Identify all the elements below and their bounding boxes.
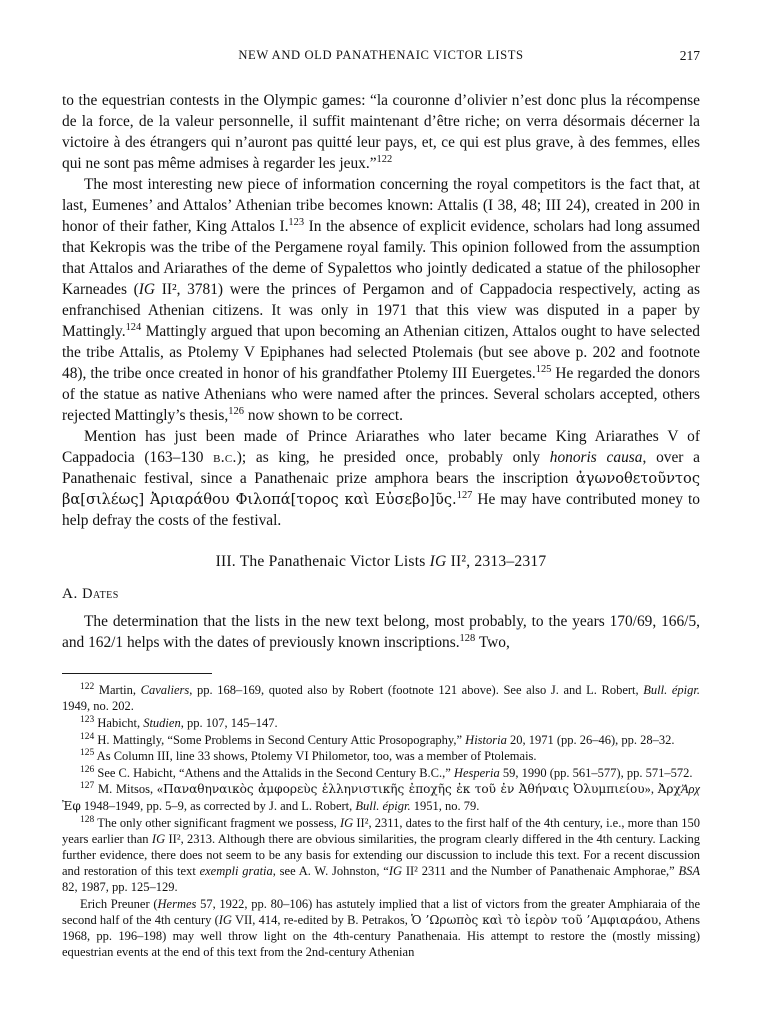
footnote-125: $^{125}$ As Column III, line 33 shows, Ptolemy VI Philometor, too, was a member of Ptolemais. <box>80 747 537 764</box>
body-text <box>62 90 700 653</box>
paragraph-3-part-c: , over a Panathenaic festival, since a Panathenaic prize amphora bears the inscription <box>62 449 700 488</box>
paragraph-2-part-e: He regarded the donors of the statue as native Athenians who were named after the princes. Several scholars accepted, others rejected Mattingly’s thesis, <box>62 365 700 425</box>
footnote-marker: 124 <box>80 731 95 742</box>
running-head <box>62 48 700 64</box>
section-heading <box>62 553 700 571</box>
citation-ig-heading: IG <box>429 553 447 571</box>
footnote-123: $^{123}$ Habicht, Studien, pp. 107, 145–147. <box>80 714 278 730</box>
footnote-ref-123: 123 <box>288 216 305 228</box>
footnote-124: $^{124}$ H. Mattingly, “Some Problems in Second Century Attic Prosopography,” Historia 20, 1971 (pp. 26–46), pp. 28–32. <box>80 731 675 747</box>
era-bc: b.c. <box>213 449 237 467</box>
latin-phrase: honoris causa <box>549 449 643 467</box>
footnote-ref-127: 127 <box>456 490 473 502</box>
footnote-marker: 122 <box>80 682 95 693</box>
footnote-ref-126: 126 <box>228 406 244 418</box>
paragraph-4-text: The determination that the lists in the new text belong, most probably, to the years 170/69, 166/5, and 162/1 helps with the dates of previously known inscriptions. <box>62 613 700 652</box>
footnote-122: $^{122}$ Martin, Cavaliers, pp. 168–169, quoted also by Robert (footnote 121 above). See also J. and L. Robert, Bull. épigr. 1949, no. 202. <box>62 682 700 714</box>
paragraph-4-tail: Two, <box>475 634 510 652</box>
paragraph-2-part-f: now shown to be correct. <box>243 407 403 425</box>
footnote-126: $^{126}$ See C. Habicht, “Athens and the Attalids in the Second Century B.C.,” Hesperia 59, 1990 (pp. 561–577), pp. 571–572. <box>80 764 693 780</box>
paragraph-2 <box>62 174 700 426</box>
running-head-title: NEW AND OLD PANATHENAIC VICTOR LISTS <box>238 48 524 62</box>
footnote-separator <box>62 673 212 674</box>
footnote-ref-122: 122 <box>376 153 393 165</box>
footnote-marker: 128 <box>80 814 95 825</box>
paragraph-continuation <box>62 90 700 174</box>
paragraph-4 <box>62 611 700 653</box>
footnote-ref-125: 125 <box>535 364 552 376</box>
paragraph-2-part-d: Mattingly argued that upon becoming an Athenian citizen, Attalos ought to have selected the tribe Attalis, as Ptolemy V Epiphanes had selected Ptolemais (but see above p. 202 and footnote 48), the tribe once created in honor of his grandfather Ptolemy III Euergetes. <box>62 323 700 383</box>
footnote-ref-124: 124 <box>125 322 142 334</box>
citation-ig-1: IG <box>138 281 156 299</box>
section-title: The Panathenaic Victor Lists <box>239 553 430 571</box>
paragraph-3-part-b: ); as king, he presided once, probably only <box>236 449 550 467</box>
footnote-marker: 123 <box>80 714 95 725</box>
paragraph-2-part-b: In the absence of explicit evidence, scholars had long assumed that Kekropis was the tribe of the Pergamene royal family. This opinion followed from the assumption that Attalos and Ariarathes of the deme of Sypalettos who jointly dedicated a statue of the philosopher Karneades ( <box>62 218 700 299</box>
paragraph-3-part-a: Mention has just been made of Prince Ariarathes who later became King Ariarathes V of Cappadocia (163–130 <box>62 428 700 467</box>
subsection-title: Dates <box>82 586 119 603</box>
footnote-marker: 127 <box>80 781 95 792</box>
greek-inscription: ἀγωνοθετοῦντος βα[σιλέως] Ἀριαράθου Φιλοπά[τορος καὶ Εὐσεβο]ῦς. <box>62 470 700 509</box>
section-number: III. <box>215 553 240 571</box>
footnote-marker: 126 <box>80 764 95 775</box>
page-number: 217 <box>679 48 700 63</box>
footnotes-list <box>62 682 700 895</box>
section-reference: II², 2313–2317 <box>446 553 547 571</box>
footnotes-block <box>62 682 700 960</box>
paragraph-3-part-d: He may have contributed money to help defray the costs of the festival. <box>62 491 700 530</box>
paragraph-2-part-a: The most interesting new piece of information concerning the royal competitors is the fact that, at last, Eumenes’ and Attalos’ Athenian tribe becomes known: Attalis (I 38, 48; III 24), created in 200 in honor of their father, King Attalos I. <box>62 176 700 236</box>
footnote-128: $^{128}$ The only other significant fragment we possess, IG II², 2311, dates to the first half of the 4th century, i.e., more than 150 years earlier than IG II², 2313. Although there are obvious similarities, the program clearly differed in the 4th century. Lacking further evidence, there does not seem to be any basis for extending our discussion to include this text. For a recent discussion and restoration of this text exempli gratia, see A. W. Johnston, “IG II² 2311 and the Number of Panathenaic Amphorae,” BSA 82, 1987, pp. 125–129. <box>62 814 701 895</box>
paragraph-1-text: to the equestrian contests in the Olympic games: “la couronne d’olivier n’est donc plus la récompense de la force, de la valeur personnelle, il suffit maintenant d’être riche; on verra désormais décerner la victoire à des étrangers qui n’auront pas quitté leur pays, et, ce qui est plus grave, à des femmes, elles qui ne sont pas même admises à regarder les jeux.” <box>62 92 700 173</box>
subsection-label: A. <box>62 585 83 603</box>
paragraph-2-part-c: II², 3781) were the princes of Pergamon and of Cappadocia respectively, acting as enfranchised Athenian citizens. It was only in 1971 that this view was disputed in a paper by Mattingly. <box>62 281 700 341</box>
footnote-ref-128: 128 <box>459 633 476 645</box>
subsection-heading <box>62 585 700 603</box>
footnote-127: $^{127}$ M. Mitsos, «Παναθηναικὸς ἀμφορεὺς ἑλληνιστικῆς ἐποχῆς ἐκ τοῦ ἐν Ἀθήναις Ὀλυμπιείου», ἈρχἈρχ Ἐφ 1948–1949, pp. 5–9, as corrected by J. and L. Robert, Bull. épigr. 1951, no. 79. <box>62 781 700 813</box>
footnote-marker: 125 <box>80 747 95 758</box>
paragraph-3 <box>62 426 700 531</box>
footnote-continuation: Erich Preuner (Hermes 57, 1922, pp. 80–106) has astutely implied that a list of victors from the greater Amphiaraia of the second half of the 4th century (IG VII, 414, re-edited by B. Petrakos, Ὁ ’Ωρωπὸς καὶ τὸ ἱερὸν τοῦ ’Αμφιαράου, Athens 1968, pp. 196–198) may well throw light on the 4th-century Panathenaia. His attempt to restore the (mostly missing) equestrian events at the end of this text from the 2nd-century Athenian <box>62 896 701 960</box>
